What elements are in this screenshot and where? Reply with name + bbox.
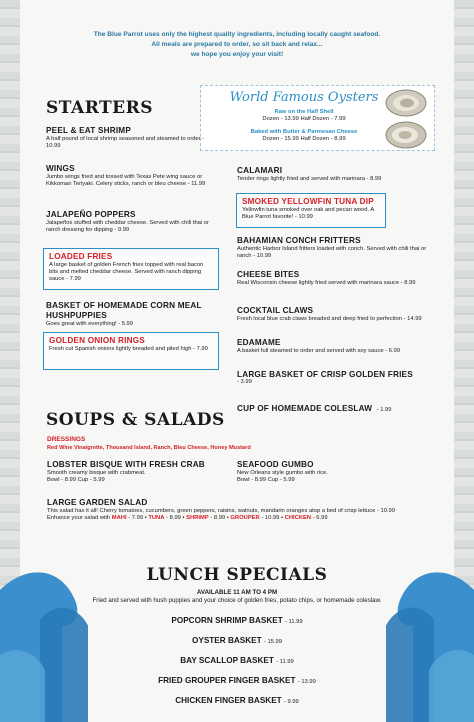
starter-smoked-tuna-dip — [236, 193, 386, 228]
item-desc: Authentic Harbor Island fritters loaded with conch. Served with chili thai or ranch - 10.99 — [237, 246, 427, 260]
oyster-image-top — [384, 88, 428, 118]
item-prices: Bowl - 8.99 Cup - 5.99 — [237, 477, 295, 484]
starter-wings — [46, 164, 211, 188]
item-price: - 3.99 — [237, 379, 252, 385]
addon-tuna: TUNA — [148, 515, 165, 522]
starter-conch-fritters — [237, 236, 433, 260]
item-title: CUP OF HOMEMADE COLESLAW — [237, 404, 373, 413]
addon-shrimp-price: - 8.99 — [210, 515, 226, 522]
starter-cocktail-claws — [237, 306, 433, 323]
intro-text — [40, 30, 434, 60]
lunch-item-name: POPCORN SHRIMP BASKET — [171, 616, 283, 625]
addon-grouper: GROUPER — [230, 515, 260, 522]
starter-calamari — [237, 166, 433, 183]
lunch-hours: AVAILABLE 11 AM TO 4 PM — [196, 589, 278, 596]
item-desc: Goes great with everything! - 5.99 — [46, 321, 133, 327]
intro-line-2: All meals are prepared to order, so sit back and relax... — [151, 41, 323, 48]
oysters-card — [200, 85, 435, 151]
starter-cheese-bites — [237, 270, 433, 287]
lunch-item-name: CHICKEN FINGER BASKET — [175, 696, 282, 705]
lunch-heading: LUNCH SPECIALS — [146, 565, 328, 585]
item-desc: Jalapeños stuffed with cheddar cheese. Served with chili thai or ranch dressing for dipping - 9.99 — [46, 220, 209, 234]
item-desc: Fresh local blue crab claws breaded and deep fried to perfection - 14.99 — [237, 316, 422, 322]
lunch-item-price: - 15.99 — [263, 639, 282, 645]
item-desc: Yellowfin tuna smoked over oak and pecan wood. A Blue Parrot favorite! - 10.99 — [242, 207, 374, 221]
item-title: GOLDEN ONION RINGS — [49, 336, 145, 345]
starters-heading: STARTERS — [46, 98, 154, 118]
starter-peel-eat-shrimp — [46, 126, 211, 150]
lunch-item — [0, 696, 474, 705]
soup-lobster-bisque — [47, 460, 232, 484]
item-title: COCKTAIL CLAWS — [237, 306, 314, 315]
item-title: SMOKED YELLOWFIN TUNA DIP — [242, 197, 374, 206]
oysters-title: World Famous Oysters — [229, 90, 379, 105]
item-prices: Bowl - 8.99 Cup - 5.99 — [47, 477, 105, 484]
intro-line-1: The Blue Parrot uses only the highest quality ingredients, including locally caught seafood. — [93, 31, 381, 38]
item-title: LOBSTER BISQUE WITH FRESH CRAB — [47, 460, 205, 469]
oysters-raw-prices: Dozen - 13.99 Half Dozen - 7.99 — [262, 116, 346, 122]
starter-jalapeno-poppers — [46, 210, 216, 234]
item-desc: Jumbo wings fried and tossed with Texas Pete wing sauce or Kikkoman Teriyaki. Celery sticks, ranch or bleu cheese - 11.99 — [46, 174, 206, 188]
starter-coleslaw — [237, 398, 437, 416]
lunch-item — [0, 656, 474, 665]
item-title: LARGE GARDEN SALAD — [47, 498, 148, 507]
item-title: LOADED FRIES — [49, 252, 113, 261]
item-title: CHEESE BITES — [237, 270, 300, 279]
addon-chicken: CHICKEN — [284, 515, 312, 522]
oyster-image-bottom — [384, 120, 428, 150]
item-desc: A large basket of golden French fries topped with real bacon bits and melted cheddar cheese. Served with ranch dipping sauce - 7.99 — [49, 262, 204, 283]
item-desc: New Orleans style gumbo with rice. — [237, 470, 328, 476]
enhance-label: Enhance your salad with — [47, 515, 111, 522]
lunch-item-name: FRIED GROUPER FINGER BASKET — [158, 676, 296, 685]
item-title: LARGE BASKET OF CRISP GOLDEN FRIES — [237, 370, 413, 379]
starter-crisp-fries — [237, 370, 433, 386]
starter-loaded-fries — [43, 248, 219, 290]
item-desc: A basket full steamed to order and served with soy sauce - 6.99 — [237, 348, 401, 354]
starter-edamame — [237, 338, 433, 355]
lunch-item-name: OYSTER BASKET — [192, 636, 262, 645]
item-desc: Tender rings lightly fried and served with marinara - 8.99 — [237, 176, 382, 182]
lunch-desc: Fried and served with hush puppies and your choice of golden fries, potato chips, or homemade coleslaw. — [92, 597, 382, 604]
intro-line-3: we hope you enjoy your visit! — [190, 51, 284, 58]
item-title: PEEL & EAT SHRIMP — [46, 126, 131, 135]
dressings-list: Red Wine Vinaigrette, Thousand Island, Ranch, Bleu Cheese, Honey Mustard — [47, 445, 251, 451]
salad-enhance-line: Enhance your salad with MAHI - 7.99 • TUNA - 8.99 • SHRIMP - 8.99 • GROUPER - 10.99 • CHICKEN - 6.99 — [47, 515, 328, 522]
item-desc: This salad has it all! Cherry tomatoes, cucumbers, green peppers, raisins, walnuts, mandarin oranges atop a bed of crisp lettuce - 10.99 — [47, 508, 395, 514]
addon-mahi-price: - 7.99 — [128, 515, 144, 522]
item-desc: A half pound of local shrimp seasoned and steamed to order - 10.99 — [46, 136, 205, 150]
oysters-baked-label: Baked with Butter & Parmesan Cheese — [250, 129, 358, 135]
addon-shrimp: SHRIMP — [186, 515, 209, 522]
lunch-item-price: - 9.99 — [283, 699, 299, 705]
addon-chicken-price: - 6.99 — [312, 515, 328, 522]
item-title: WINGS — [46, 164, 75, 173]
oysters-raw-label: Raw on the Half Shell — [274, 109, 334, 115]
starter-hushpuppies — [46, 301, 216, 328]
starter-onion-rings — [43, 332, 219, 370]
lunch-item-price: - 13.99 — [297, 679, 316, 685]
item-title: CALAMARI — [237, 166, 283, 175]
item-title: BASKET OF HOMEMADE CORN MEAL HUSHPUPPIES — [46, 301, 202, 320]
oysters-baked-prices: Dozen - 15.99 Half Dozen - 8.99 — [262, 136, 346, 142]
salad-garden — [47, 498, 437, 522]
addon-mahi: MAHI — [111, 515, 127, 522]
soups-heading: SOUPS & SALADS — [46, 410, 225, 430]
item-title: JALAPEÑO POPPERS — [46, 210, 136, 219]
addon-tuna-price: - 8.99 — [166, 515, 181, 522]
lunch-item — [0, 636, 474, 645]
dressings-label: DRESSINGS — [47, 436, 86, 443]
lunch-item — [0, 676, 474, 685]
lunch-item-price: - 11.99 — [284, 619, 303, 625]
item-title: BAHAMIAN CONCH FRITTERS — [237, 236, 361, 245]
soup-seafood-gumbo — [237, 460, 433, 484]
addon-grouper-price: - 10.99 — [261, 515, 280, 522]
lunch-item — [0, 616, 474, 625]
item-desc: Fresh cut Spanish onions lightly breaded and piled high - 7.99 — [49, 346, 208, 352]
item-desc: Real Wisconsin cheese lightly fried served with marinara sauce - 8.99 — [237, 280, 416, 286]
item-desc: Smooth creamy bisque with crabmeat. — [47, 470, 146, 476]
item-title: EDAMAME — [237, 338, 281, 347]
lunch-item-price: - 11.99 — [276, 659, 294, 665]
lunch-item-name: BAY SCALLOP BASKET — [180, 656, 274, 665]
item-price: - 1.99 — [376, 407, 392, 413]
item-title: SEAFOOD GUMBO — [237, 460, 314, 469]
